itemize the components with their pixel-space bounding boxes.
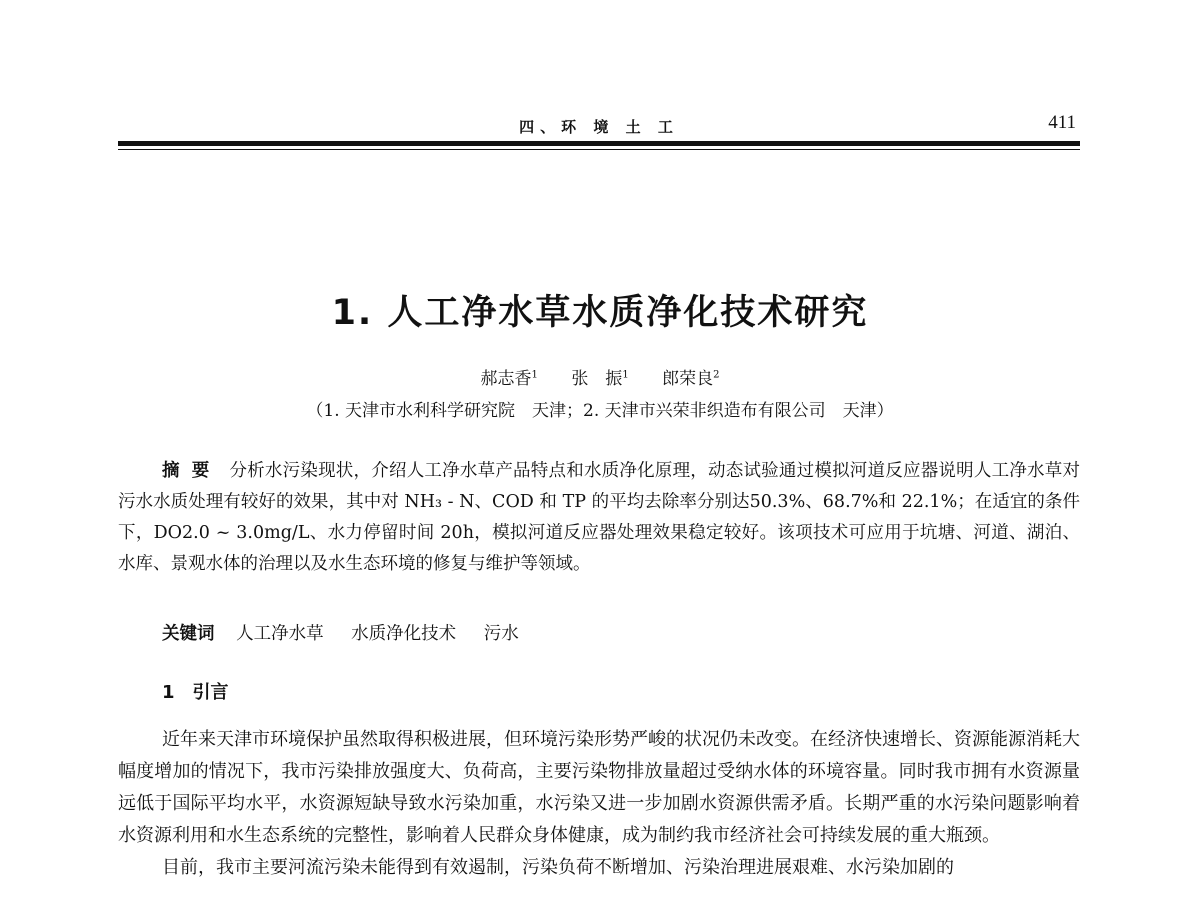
abstract bbox=[118, 456, 1080, 580]
keywords bbox=[162, 620, 541, 645]
keyword: 污水 bbox=[483, 624, 519, 644]
author-affiliation-mark: 1 bbox=[531, 369, 538, 381]
header-rule-thick bbox=[118, 141, 1080, 146]
header-section-name: 四、环 境 土 工 bbox=[519, 118, 679, 136]
author bbox=[571, 369, 628, 389]
section-title: 引言 bbox=[192, 682, 229, 703]
abstract-text: 分析水污染现状，介绍人工净水草产品特点和水质净化原理，动态试验通过模拟河道反应器说明人工净水草对污水水质处理有较好的效果，其中对 NH₃ - N、COD 和 TP 的平均去除率分别达50.3%、68.7%和 22.1%；在适宜的条件下，DO2.0 ~ 3.0mg/L、水力停留时间 20h，模拟河道反应器处理效果稳定较好。该项技术可应用于坑塘、河道、湖泊、水库、景观水体的治理以及水生态环境的修复与维护等领域。 bbox=[118, 461, 1081, 574]
running-header bbox=[118, 112, 1080, 140]
author bbox=[662, 369, 719, 389]
keywords-label: 关键词 bbox=[162, 624, 215, 644]
page-number: 411 bbox=[1048, 112, 1076, 133]
author-list bbox=[0, 364, 1200, 389]
header-rule-thin bbox=[118, 149, 1080, 150]
paragraph: 近年来天津市环境保护虽然取得积极进展，但环境污染形势严峻的状况仍未改变。在经济快速增长、资源能源消耗大幅度增加的情况下，我市污染排放强度大、负荷高，主要污染物排放量超过受纳水体的环境容量。同时我市拥有水资源量远低于国际平均水平，水资源短缺导致水污染加重，水污染又进一步加剧水资源供需矛盾。长期严重的水污染问题影响着水资源利用和水生态系统的完整性，影响着人民群众身体健康，成为制约我市经济社会可持续发展的重大瓶颈。 bbox=[118, 729, 1080, 846]
abstract-label: 摘要 bbox=[162, 461, 222, 481]
body-text bbox=[118, 724, 1080, 884]
author-name: 郎荣良 bbox=[662, 369, 714, 389]
section-number: 1 bbox=[162, 682, 175, 703]
keyword: 水质净化技术 bbox=[351, 624, 457, 644]
keyword: 人工净水草 bbox=[236, 624, 324, 644]
article-title: 1. 人工净水草水质净化技术研究 bbox=[331, 293, 869, 333]
author-affiliation-mark: 2 bbox=[713, 369, 720, 381]
affiliation-line: （1. 天津市水利科学研究院 天津；2. 天津市兴荣非织造布有限公司 天津） bbox=[306, 401, 894, 421]
paragraph: 目前，我市主要河流污染未能得到有效遏制，污染负荷不断增加、污染治理进展艰难、水污染加剧的 bbox=[162, 857, 954, 878]
author-name: 郝志香 bbox=[480, 369, 532, 389]
author-affiliation-mark: 1 bbox=[622, 369, 629, 381]
author-name: 张 振 bbox=[571, 369, 623, 389]
section-heading bbox=[162, 678, 229, 704]
author bbox=[481, 369, 538, 389]
